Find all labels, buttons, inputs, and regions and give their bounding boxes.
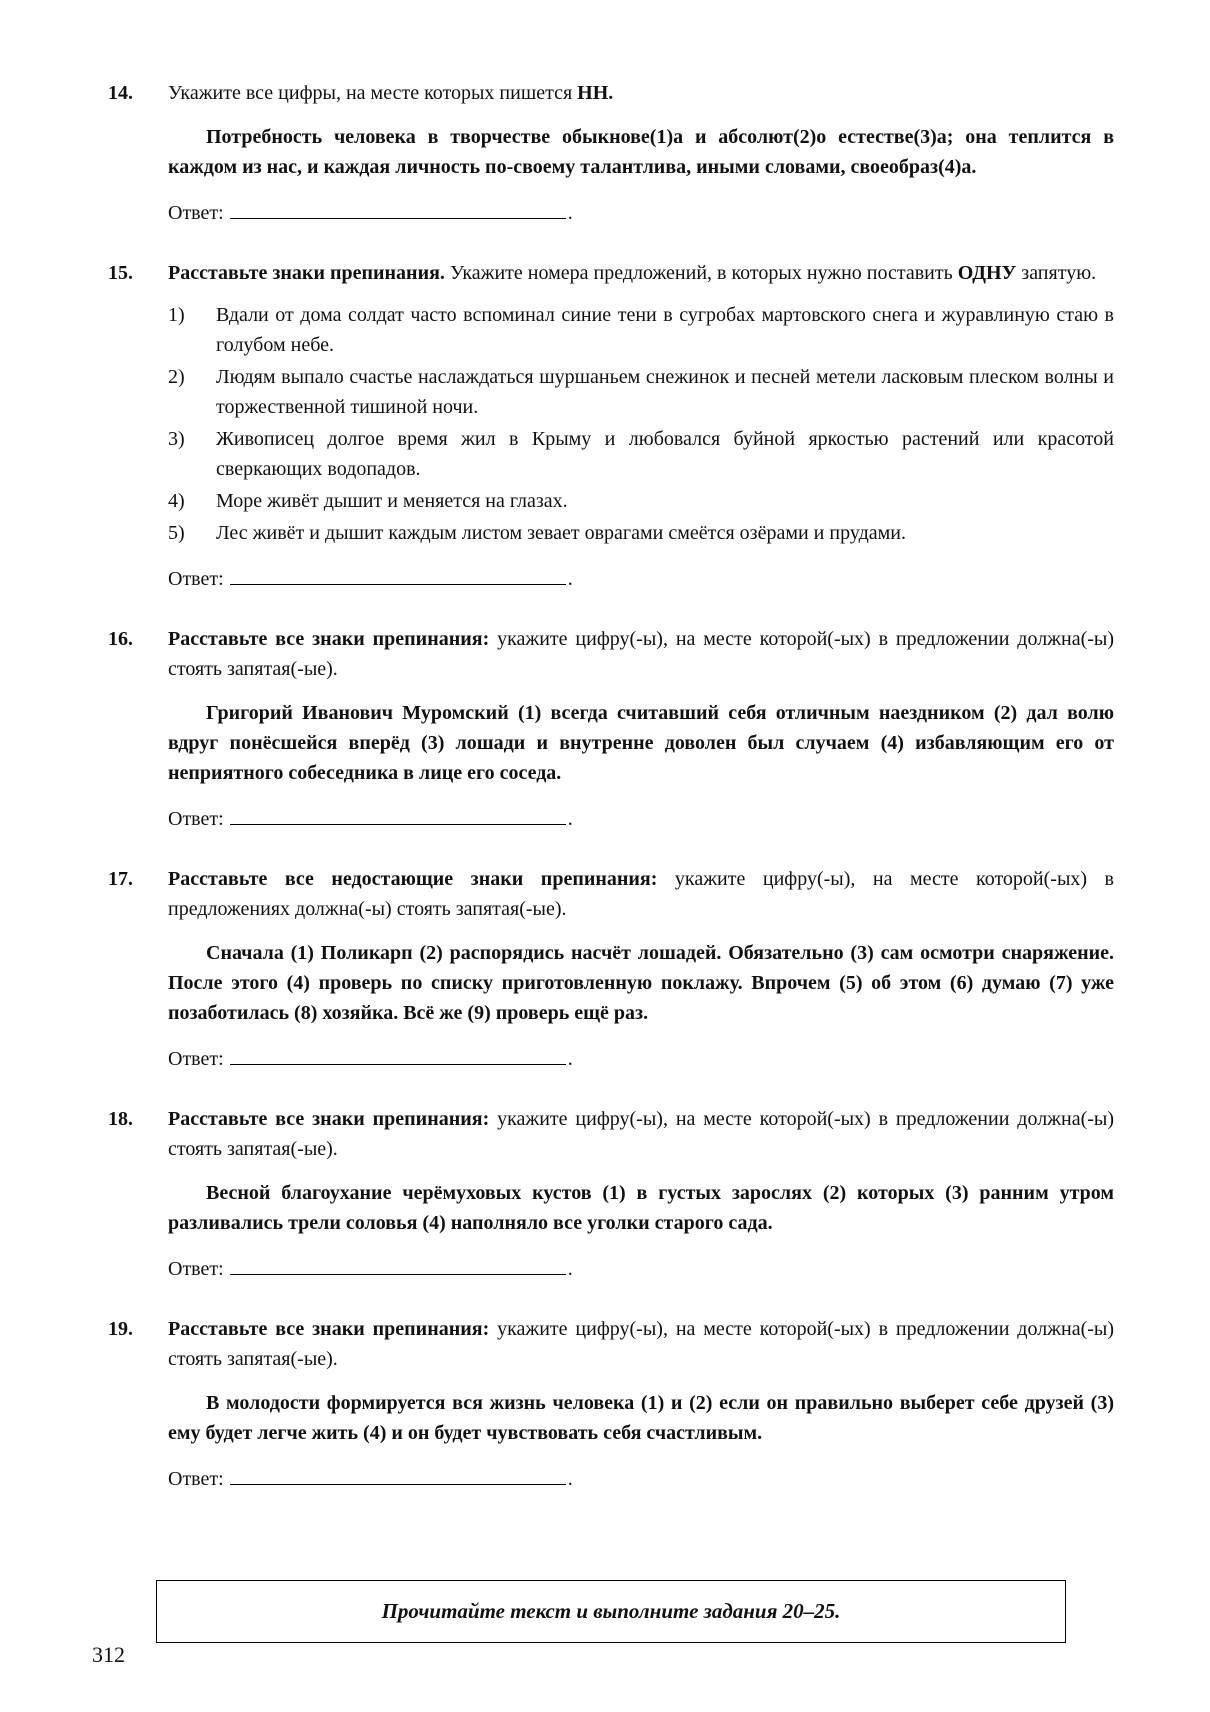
list-item-text: Людям выпало счастье наслаждаться шуршаньем снежинок и песней метели ласковым плеском волны и торжественной тишиной ночи.	[216, 366, 1114, 418]
task-17-answer-label: Ответ:	[168, 1048, 224, 1070]
task-16-answer-input[interactable]	[230, 804, 566, 825]
task-15	[96, 258, 1114, 624]
task-15-answer-label: Ответ:	[168, 568, 224, 590]
task-15-answer	[168, 564, 1114, 594]
reading-notice: Прочитайте текст и выполните задания 20–25.	[156, 1580, 1066, 1643]
task-15-answer-input[interactable]	[230, 564, 566, 585]
task-18-paragraph: Весной благоухание черёмуховых кустов (1) в густых зарослях (2) которых (3) ранним утром разливались трели соловья (4) наполняло все уголки старого сада.	[168, 1182, 1114, 1234]
task-16-prompt-emphasis: Расставьте все знаки препинания:	[168, 628, 490, 650]
list-item-text: Лес живёт и дышит каждым листом зевает оврагами смеётся озёрами и прудами.	[216, 522, 906, 544]
task-17-prompt	[168, 864, 1114, 924]
task-19-answer	[168, 1464, 1114, 1494]
task-17-body	[168, 864, 1114, 1104]
task-15-prompt-text: Укажите номера предложений, в которых нужно поставить	[444, 262, 958, 284]
task-15-number: 15.	[108, 262, 133, 284]
task-16-prompt-text: укажите цифру(-ы), на месте которой(-ых) в предложении должна(-ы) стоять запятая(-ые).	[168, 628, 1114, 680]
task-19-answer-input[interactable]	[230, 1464, 566, 1485]
list-item-marker: 5)	[168, 522, 185, 544]
list-item-text: Вдали от дома солдат часто вспоминал синие тени в сугробах мартовского снега и журавлиную стаю в голубом небе.	[216, 304, 1114, 356]
task-17-number: 17.	[108, 868, 133, 890]
list-item-text: Море живёт дышит и меняется на глазах.	[216, 490, 568, 512]
list-item-marker: 4)	[168, 490, 185, 512]
task-17-prompt-emphasis: Расставьте все недостающие знаки препинания:	[168, 868, 658, 890]
task-14-answer	[168, 198, 1114, 228]
page-number: 312	[92, 1642, 125, 1667]
task-19-body	[168, 1314, 1114, 1524]
task-14-paragraph: Потребность человека в творчестве обыкнове(1)а и абсолют(2)о естестве(3)а; она теплится в каждом из нас, и каждая личность по-своему талантлива, иными словами, своеобраз(4)а.	[168, 126, 1114, 178]
task-16-number: 16.	[108, 628, 133, 650]
task-15-body	[168, 258, 1114, 624]
task-14	[96, 78, 1114, 258]
task-18-answer-period: .	[567, 1258, 573, 1280]
task-14-prompt-text: Укажите все цифры, на месте которых пишется	[168, 82, 578, 104]
task-17-answer-input[interactable]	[230, 1044, 566, 1065]
task-19-answer-period: .	[567, 1468, 573, 1490]
task-19	[96, 1314, 1114, 1524]
task-16-answer-label: Ответ:	[168, 808, 224, 830]
task-18-body	[168, 1104, 1114, 1314]
task-16-paragraph: Григорий Иванович Муромский (1) всегда считавший себя отличным наездником (2) дал волю вдруг понёсшейся вперёд (3) лошади и внутренне доволен был случаем (4) избавляющим его от неприятного собеседника в лице его соседа.	[168, 702, 1114, 784]
task-16-answer	[168, 804, 1114, 834]
task-14-answer-label: Ответ:	[168, 202, 224, 224]
task-18-prompt-text: укажите цифру(-ы), на месте которой(-ых) в предложении должна(-ы) стоять запятая(-ые).	[168, 1108, 1114, 1160]
task-16-answer-period: .	[567, 808, 573, 830]
task-15-prompt	[168, 258, 1114, 288]
task-19-number: 19.	[108, 1318, 133, 1340]
list-item	[168, 486, 1114, 516]
task-15-prompt-emphasis-2: ОДНУ	[957, 262, 1017, 284]
task-15-answer-period: .	[567, 568, 573, 590]
list-item-text: Живописец долгое время жил в Крыму и любовался буйной яркостью растений или красотой сверкающих водопадов.	[216, 428, 1114, 480]
task-16	[96, 624, 1114, 864]
task-19-prompt-emphasis: Расставьте все знаки препинания:	[168, 1318, 490, 1340]
task-19-paragraph: В молодости формируется вся жизнь человека (1) и (2) если он правильно выберет себе друзей (3) ему будет легче жить (4) и он будет чувствовать себя счастливым.	[168, 1392, 1114, 1444]
list-item-marker: 2)	[168, 366, 185, 388]
task-15-prompt-emphasis: Расставьте знаки препинания.	[168, 262, 445, 284]
task-18-answer	[168, 1254, 1114, 1284]
task-18-prompt-emphasis: Расставьте все знаки препинания:	[168, 1108, 490, 1130]
task-19-prompt	[168, 1314, 1114, 1374]
task-15-items	[168, 300, 1114, 548]
task-14-answer-input[interactable]	[230, 198, 566, 219]
task-14-answer-period: .	[567, 202, 573, 224]
task-14-number: 14.	[108, 82, 133, 104]
task-18	[96, 1104, 1114, 1314]
task-18-answer-input[interactable]	[230, 1254, 566, 1275]
task-18-prompt	[168, 1104, 1114, 1164]
task-16-body	[168, 624, 1114, 864]
task-16-prompt	[168, 624, 1114, 684]
list-item	[168, 424, 1114, 484]
task-18-answer-label: Ответ:	[168, 1258, 224, 1280]
task-17	[96, 864, 1114, 1104]
task-17-paragraph: Сначала (1) Поликарп (2) распорядись насчёт лошадей. Обязательно (3) сам осмотри снаряжение. После этого (4) проверь по списку приготовленную поклажу. Впрочем (5) об этом (6) думаю (7) уже позаботилась (8) хозяйка. Всё же (9) проверь ещё раз.	[168, 942, 1114, 1024]
list-item-marker: 1)	[168, 304, 185, 326]
task-17-prompt-text: укажите цифру(-ы), на месте которой(-ых) в предложениях должна(-ы) стоять запятая(-ые).	[168, 868, 1114, 920]
task-14-prompt-emphasis: НН.	[577, 82, 614, 104]
list-item-marker: 3)	[168, 428, 185, 450]
list-item	[168, 300, 1114, 360]
task-19-answer-label: Ответ:	[168, 1468, 224, 1490]
task-19-prompt-text: укажите цифру(-ы), на месте которой(-ых) в предложении должна(-ы) стоять запятая(-ые).	[168, 1318, 1114, 1370]
task-17-answer-period: .	[567, 1048, 573, 1070]
task-14-body	[168, 78, 1114, 258]
task-15-prompt-tail: запятую.	[1016, 262, 1097, 284]
task-18-number: 18.	[108, 1108, 133, 1130]
list-item	[168, 518, 1114, 548]
task-14-prompt	[168, 78, 1114, 108]
task-17-answer	[168, 1044, 1114, 1074]
list-item	[168, 362, 1114, 422]
